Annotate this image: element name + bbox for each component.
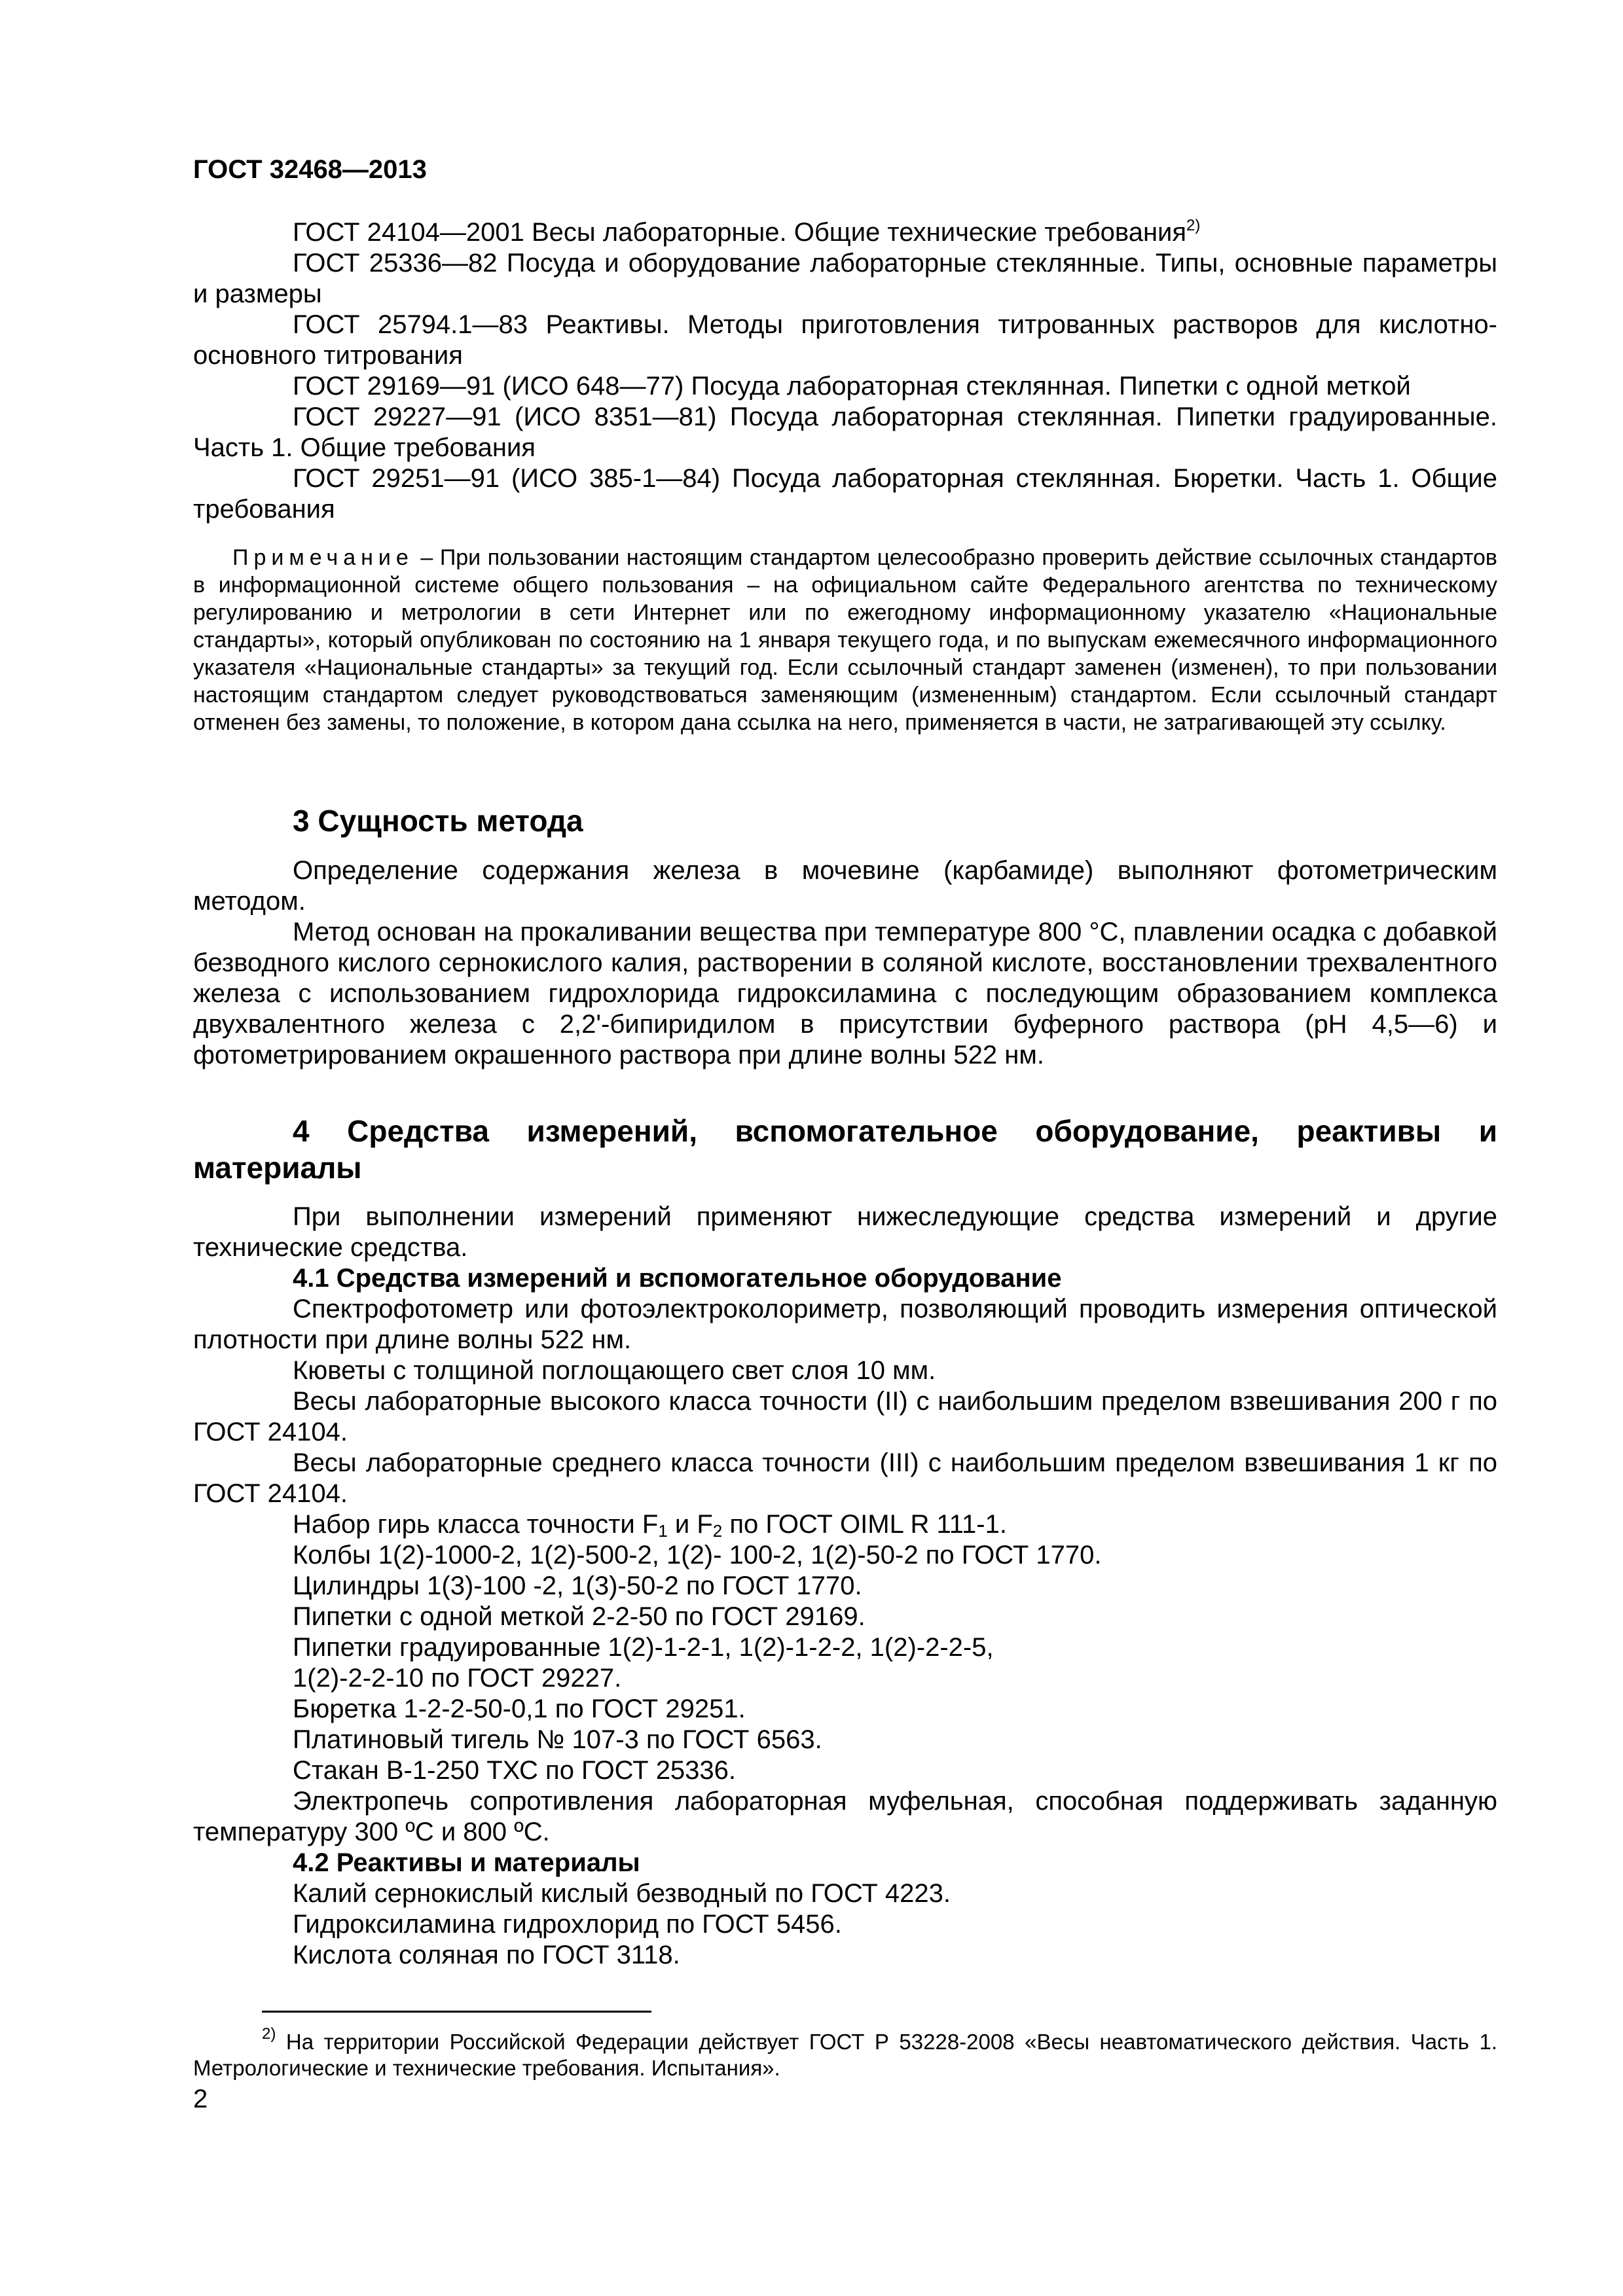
list-item: Калий сернокислый кислый безводный по ГОСТ 4223. bbox=[293, 1879, 951, 1908]
footnote: $^{2)}$ На территории Российской Федерации действует ГОСТ Р 53228-2008 «Весы неавтоматического действия. Часть 1. Метрологические и технические требования. Испытания». bbox=[193, 2025, 1497, 2080]
list-item: Цилиндры 1(3)-100 -2, 1(3)-50-2 по ГОСТ 1770. bbox=[293, 1571, 862, 1600]
page-number: 2 bbox=[193, 2085, 208, 2113]
list-item: Пипетки с одной меткой 2-2-50 по ГОСТ 29169. bbox=[293, 1602, 866, 1631]
reference-item: ГОСТ 25794.1—83 Реактивы. Методы приготовления титрованных растворов для кислотно-основного титрования bbox=[193, 310, 1497, 370]
list-item: Спектрофотометр или фотоэлектроколориметр, позволяющий проводить измерения оптической плотности при длине волны 522 нм. bbox=[193, 1295, 1497, 1354]
list-item: 1(2)-2-2-10 по ГОСТ 29227. bbox=[293, 1664, 622, 1693]
note-label: Примечание bbox=[232, 545, 414, 570]
reference-item: ГОСТ 29227—91 (ИСО 8351—81) Посуда лабораторная стеклянная. Пипетки градуированные. Часть 1. Общие требования bbox=[193, 403, 1497, 462]
reference-note: Примечание – При пользовании настоящим стандартом целесообразно проверить действие ссылочных стандартов в информационной системе общего пользования – на официальном сайте Федерального агентства по техническому регулированию и метрологии в сети Интернет или по ежегодному информационному указателю «Национальные стандарты», который опубликован по состоянию на 1 января текущего года, и по выпускам ежемесячного информационного указателя «Национальные стандарты» за текущий год. Если ссылочный стандарт заменен (изменен), то при пользовании настоящим стандартом следует руководствоваться заменяющим (измененным) стандартом. Если ссылочный стандарт отменен без замены, то положение, в котором дана ссылка на него, применяется в части, не затрагивающей эту ссылку. bbox=[193, 545, 1497, 735]
list-item: Колбы 1(2)-1000-2, 1(2)-500-2, 1(2)- 100-2, 1(2)-50-2 по ГОСТ 1770. bbox=[293, 1541, 1102, 1570]
list-item: Гидроксиламина гидрохлорид по ГОСТ 5456. bbox=[293, 1910, 842, 1939]
reference-item: ГОСТ 24104—2001 Весы лабораторные. Общие технические требования$^{2)}$ bbox=[293, 217, 1201, 247]
subsection-heading: 4.2 Реактивы и материалы bbox=[293, 1848, 640, 1877]
list-item: Кюветы с толщиной поглощающего свет слоя 10 мм. bbox=[293, 1356, 936, 1385]
reference-item: ГОСТ 25336—82 Посуда и оборудование лабораторные стеклянные. Типы, основные параметры и размеры bbox=[193, 249, 1497, 308]
list-item: Набор гирь класса точности $F_1$ и $F_2$ по ГОСТ OIML R 111-1. bbox=[293, 1510, 1007, 1541]
list-item: Весы лабораторные высокого класса точности (II) с наибольшим пределом взвешивания 200 г по ГОСТ 24104. bbox=[193, 1387, 1497, 1446]
list-item: Кислота соляная по ГОСТ 3118. bbox=[293, 1941, 680, 1969]
paragraph: Определение содержания железа в мочевине (карбамиде) выполняют фотометрическим методом. bbox=[193, 856, 1497, 916]
list-item: Платиновый тигель № 107-3 по ГОСТ 6563. bbox=[293, 1725, 822, 1754]
list-item: Бюретка 1-2-2-50-0,1 по ГОСТ 29251. bbox=[293, 1695, 746, 1723]
subsection-heading: 4.1 Средства измерений и вспомогательное оборудование bbox=[293, 1264, 1062, 1293]
footnote-divider bbox=[262, 2011, 651, 2013]
list-item: Пипетки градуированные 1(2)-1-2-1, 1(2)-1-2-2, 1(2)-2-2-5, bbox=[293, 1633, 994, 1662]
footnote-ref: 2) bbox=[1186, 217, 1201, 234]
list-item: Стакан В-1-250 ТХС по ГОСТ 25336. bbox=[293, 1756, 737, 1785]
paragraph: Метод основан на прокаливании вещества при температуре 800 °С, плавлении осадка с добавкой безводного кислого сернокислого калия, растворении в соляной кислоте, восстановлении трехвалентного железа с использованием гидрохлорида гидроксиламина с последующим образованием комплекса двухвалентного железа с 2,2'-бипиридилом в присутствии буферного раствора (рН 4,5—6) и фотометрированием окрашенного раствора при длине волны 522 нм. bbox=[193, 918, 1497, 1069]
section-heading: 3 Сущность метода bbox=[293, 804, 583, 838]
list-item: Весы лабораторные среднего класса точности (III) с наибольшим пределом взвешивания 1 кг по ГОСТ 24104. bbox=[193, 1448, 1497, 1508]
footnote-mark: 2) bbox=[262, 2025, 276, 2043]
paragraph: При выполнении измерений применяют нижеследующие средства измерений и другие технические средства. bbox=[193, 1202, 1497, 1262]
reference-item: ГОСТ 29169—91 (ИСО 648—77) Посуда лабораторная стеклянная. Пипетки с одной меткой bbox=[293, 372, 1411, 401]
reference-item: ГОСТ 29251—91 (ИСО 385-1—84) Посуда лабораторная стеклянная. Бюретки. Часть 1. Общие требования bbox=[193, 464, 1497, 524]
list-item: Электропечь сопротивления лабораторная муфельная, способная поддерживать заданную температуру 300 ºС и 800 ºС. bbox=[193, 1787, 1497, 1846]
section-heading: 4 Средства измерений, вспомогательное оборудование, реактивы и материалы bbox=[193, 1114, 1497, 1185]
doc-header-code: ГОСТ 32468—2013 bbox=[193, 155, 427, 184]
